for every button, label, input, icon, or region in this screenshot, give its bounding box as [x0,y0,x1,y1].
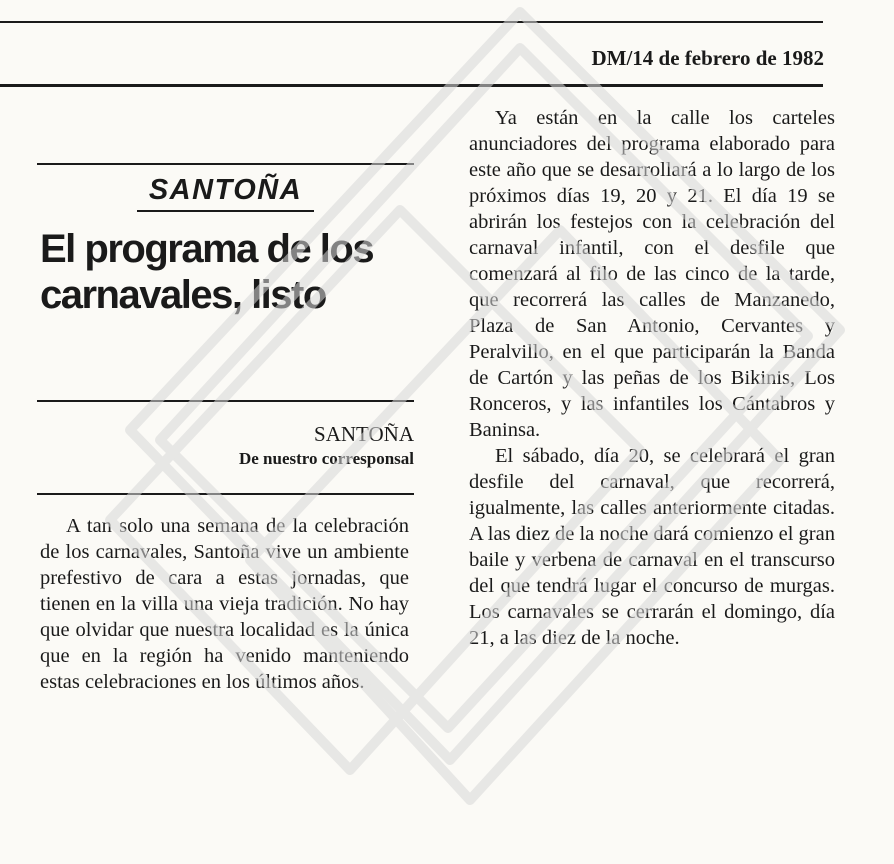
byline [239,420,414,470]
kicker-container [37,174,414,212]
paragraph: A tan solo una semana de la celebración de los carnavales, Santoña vive un ambiente prefestivo de cara a estas jornadas, que tienen en la villa una vieja tradición. No hay que olvidar que nuestra localidad es la única que en la región ha venido manteniendo estas celebraciones en los últimos años. [40,515,409,693]
byline-rule [37,493,414,495]
article-column-right [469,105,835,651]
paragraph: El sábado, día 20, se celebrará el gran desfile del carnaval, que recorrerá, igualmente, las calles anteriormente citadas. A las diez de la noche dará comienzo el gran baile y verbena de carnaval en el transcurso del que tendrá lugar el concurso de murgas. Los carnavales se cerrarán el domingo, día 21, a las diez de la noche. [469,445,835,649]
headline-bottom-rule [37,400,414,402]
dateline: DM/14 de febrero de 1982 [591,46,824,70]
headline-top-rule [37,163,414,165]
top-rule [0,21,823,23]
header-rule [0,84,823,87]
byline-place: SANTOÑA [314,422,414,446]
article-column-left [40,513,409,695]
byline-role: De nuestro corresponsal [238,449,414,468]
headline: El programa de los carnavales, listo [40,227,374,317]
kicker: SANTOÑA [137,174,314,212]
paragraph: Ya están en la calle los carteles anunciadores del programa elaborado para este año que se desarrollará a lo largo de los próximos días 19, 20 y 21. El día 19 se abrirán los festejos con la celebración del carnaval infantil, con el desfile que comenzará al filo de las cinco de la tarde, que recorrerá las calles de Manzanedo, Plaza de San Antonio, Cervantes y Peralvillo, en el que participarán la Banda de Cartón y las peñas de los Bikinis, Los Ronceros, y las infantiles los Cántabros y Baninsa. [469,107,835,441]
